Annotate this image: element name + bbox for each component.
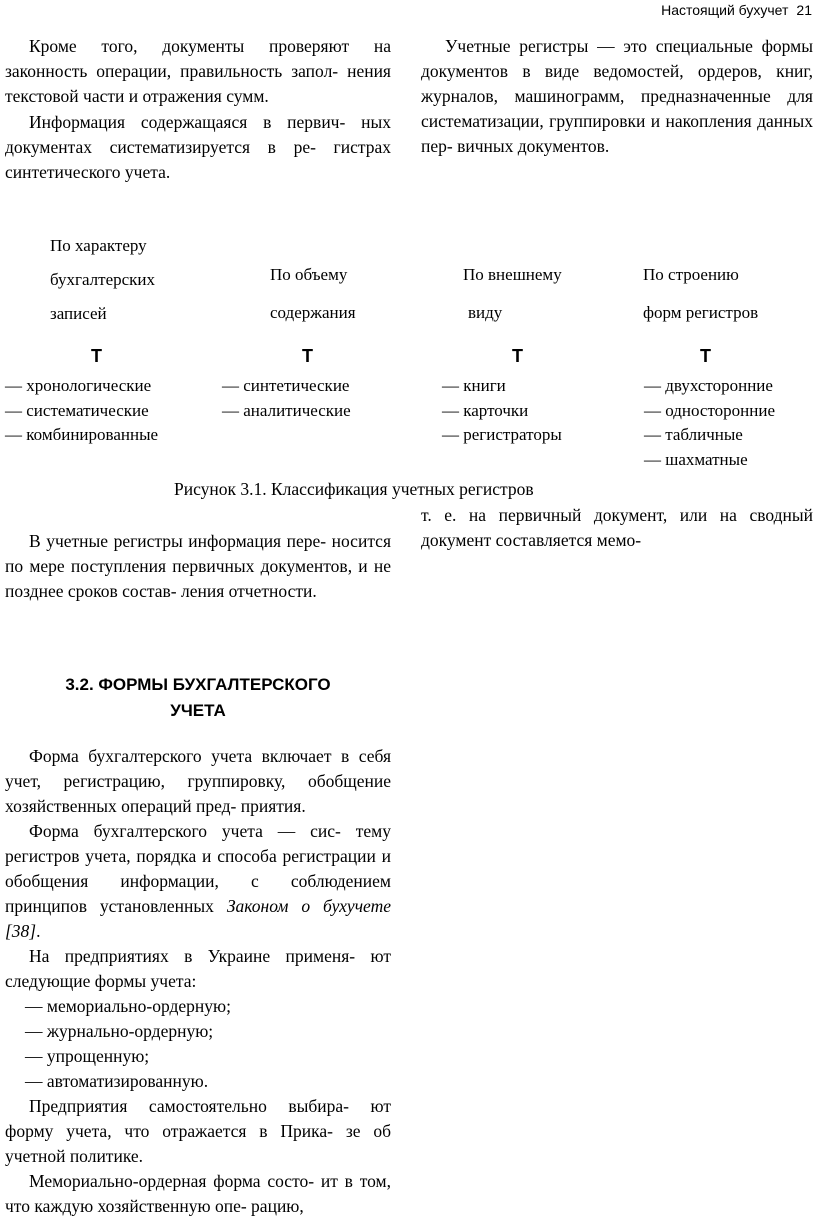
diagram-category-1 (50, 229, 155, 331)
category-4-items (644, 374, 775, 472)
list-item: — журнально-ордерную; (25, 1021, 214, 1041)
top-right-text (421, 34, 813, 159)
list-item: — односторонние (644, 400, 776, 420)
list-item: — упрощенную; (25, 1046, 150, 1066)
figure-caption: Рисунок 3.1. Классификация учетных регистров (174, 479, 534, 499)
paragraph: Форма бухгалтерского учета включает в себя учет, регистрацию, группировку, обобщение хозяйственных операций пред- приятия. (5, 746, 391, 816)
list-item: — карточки (442, 400, 529, 420)
list-item: — шахматные (644, 449, 748, 469)
list-item: — регистраторы (442, 425, 562, 444)
list-item: — табличные (644, 425, 743, 444)
page-number: 21 (796, 2, 812, 18)
list-item: — хронологические (5, 376, 152, 395)
paragraph: Учетные регистры — это специальные формы документов в виде ведомостей, ордеров, книг, журналов, машинограмм, предназначенные для систематизации, группировки и накопления данных пер- вичных документов. (421, 36, 813, 156)
paragraph: т. е. на первичный документ, или на сводный документ составляется мемо- (421, 505, 813, 550)
list-item: — систематические (5, 400, 149, 420)
list-item: — аналитические (222, 400, 351, 420)
list-item: — комбинированные (5, 425, 159, 444)
body-text (5, 744, 391, 1219)
top-left-text (5, 34, 391, 185)
law-reference: Законом о бухучете [38] (5, 896, 391, 941)
category-1-items (5, 374, 158, 448)
diagram-category-3 (463, 256, 562, 332)
paragraph: На предприятиях в Украине применя- ют следующие формы учета: (5, 946, 391, 991)
mid-left-text (5, 529, 391, 604)
running-title: Настоящий бухучет (661, 2, 789, 18)
category-label-line: По объему (270, 265, 348, 284)
tee-connector: T (91, 346, 102, 366)
category-2-items (222, 374, 351, 423)
paragraph-end: . (36, 921, 41, 941)
mid-right-text (421, 503, 813, 553)
paragraph-text: Форма бухгалтерского учета — сис- тему регистров учета, порядка и способа регистрации и обобщения информации, с соблюдением принципов установленных (5, 821, 391, 916)
tee-connector: T (700, 346, 711, 366)
tee-connector: T (302, 346, 313, 366)
category-label-line: виду (468, 303, 503, 322)
section-heading-line: УЧЕТА (170, 701, 226, 720)
paragraph: Мемориально-ордерная форма состо- ит в том, что каждую хозяйственную опе- рацию, (5, 1171, 391, 1216)
list-item: — двухсторонние (644, 376, 773, 395)
category-3-items (442, 374, 562, 448)
paragraph: Кроме того, документы проверяют на законность операции, правильность запол- нения текстовой части и отражения сумм. (5, 36, 391, 106)
paragraph: Информация содержащаяся в первич- ных документах систематизируется в ре- гистрах синтетического учета. (5, 112, 391, 182)
paragraph: В учетные регистры информация пере- носится по мере поступления первичных документов, и не позднее сроков состав- ления отчетности. (5, 531, 391, 601)
list-item: — мемориально-ордерную; (25, 996, 231, 1016)
list-item: — автоматизированную. (25, 1071, 209, 1091)
category-label-line: По внешнему (463, 265, 562, 284)
category-label-line: По характеру (50, 236, 147, 255)
forms-list (5, 994, 391, 1094)
list-item: — книги (442, 376, 506, 395)
category-label-line: содержания (270, 303, 356, 322)
section-heading (5, 672, 391, 724)
category-label-line: По строению (643, 265, 739, 284)
diagram-category-2 (270, 256, 356, 332)
category-label-line: форм регистров (643, 303, 759, 322)
category-label-line: бухгалтерских (50, 270, 156, 289)
list-item: — синтетические (222, 376, 350, 395)
section-heading-line: 3.2. ФОРМЫ БУХГАЛТЕРСКОГО (65, 675, 331, 694)
running-header (653, 2, 812, 18)
tee-connector: T (512, 346, 523, 366)
paragraph: Предприятия самостоятельно выбира- ют форму учета, что отражается в Прика- зе об учетной политике. (5, 1096, 391, 1166)
diagram-category-4 (643, 256, 758, 332)
paragraph (5, 819, 391, 944)
category-label-line: записей (50, 304, 107, 323)
